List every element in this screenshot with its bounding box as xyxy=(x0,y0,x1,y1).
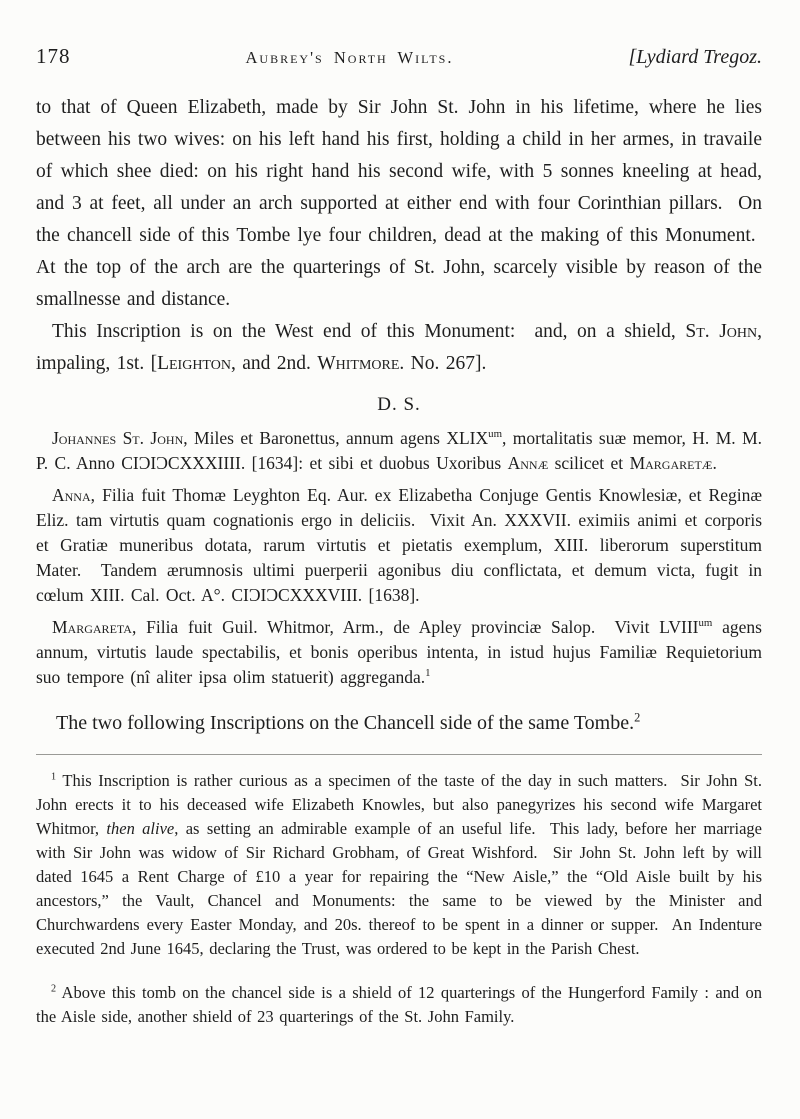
paragraph-monument-description: to that of Queen Elizabeth, made by Sir John St. John in his lifetime, where he lies between his two wives: on his left hand his first, holding a child in her armes, in travaile of which shee died: on his right hand his second wife, with 5 sonnes kneeling at head, and 3 at feet, all under an arch supported at either end with four Corinthian pillars. On the chancell side of this Tombe lye four children, dead at the making of this Monument. At the top of the arch are the quarterings of St. John, scarcely visible by reason of the smallnesse and distance. xyxy=(36,97,762,310)
inscription-heading: D. S. xyxy=(377,394,421,415)
inscription-anna: Anna, Filia fuit Thomæ Leyghton Eq. Aur. ex Elizabetha Conjuge Gentis Knowlesiæ, et Reginæ Eliz. tam virtutis quam cognationis ergo in deliciis. Vixit An. XXXVII. eximiis animi et corporis et Gratiæ muneribus dotata, rarum virtutis et pietatis exemplum, XIII. liberorum superstitum Mater. Tandem ærumnosis ultimi puerperii agonibus diu conflictata, et demum victa, fugit in cœlum XIII. Cal. Oct. A°. CIƆIƆCXXXVIII. [1638]. xyxy=(36,485,762,605)
page-number: 178 xyxy=(36,44,71,68)
section-reference: [Lydiard Tregoz. xyxy=(628,46,762,68)
inscription-johannes: Johannes St. John, Miles et Baronettus, annum agens $XLIX^{um}$, mortalitatis suæ memor, H. M. M. P. C. Anno CIƆIƆCXXXIIII. [1634]: et sibi et duobus Uxoribus Annæ scilicet et Margaretæ. xyxy=(36,428,762,473)
footnote-2: $^2$ Above this tomb on the chancel side is a shield of 12 quarterings of the Hungerford Family : and on the Aisle side, another shield of 23 quarterings of the St. John Family. xyxy=(36,983,762,1026)
main-text xyxy=(36,92,762,738)
inscription-margareta: Margareta, Filia fuit Guil. Whitmor, Arm., de Apley provinciæ Salop. Vivit $LVIII^{um}$ agens annum, virtutis laude spectabilis, et bonis operibus intenta, in istud hujus Familiæ Requietorium suo tempore (nî aliter ipsa olim statuerit) aggreganda.$^1$ xyxy=(36,617,762,687)
footnote-divider xyxy=(36,754,762,755)
closing-note: The two following Inscriptions on the Chancell side of the same Tombe.$^2$ xyxy=(56,710,641,734)
page-header xyxy=(36,44,762,70)
footnotes-section xyxy=(36,769,762,1029)
paragraph-inscription-location: This Inscription is on the West end of this Monument: and, on a shield, St. John, impaling, 1st. [Leighton, and 2nd. Whitmore. No. 267]. xyxy=(36,321,762,374)
running-title: Aubrey's North Wilts. xyxy=(245,48,454,67)
footnote-1: $^1$ This Inscription is rather curious as a specimen of the taste of the day in such matters. Sir John St. John erects it to his deceased wife Elizabeth Knowles, but also panegyrizes his second wife Margaret Whitmor, then alive, as setting an admirable example of an useful life. This lady, before her marriage with Sir John was widow of Sir Richard Grobham, of Great Wishford. Sir John St. John left by will dated 1645 a Rent Charge of £10 a year for repairing the “New Aisle,” the “Old Aisle built by his ancestors,” the Vault, Chancel and Monuments: the same to be viewed by the Minister and Churchwardens every Easter Monday, and 20s. thereof to be spent in a dinner or supper. An Indenture executed 2nd June 1645, declaring the Trust, was ordered to be kept in the Parish Chest. xyxy=(36,771,762,958)
